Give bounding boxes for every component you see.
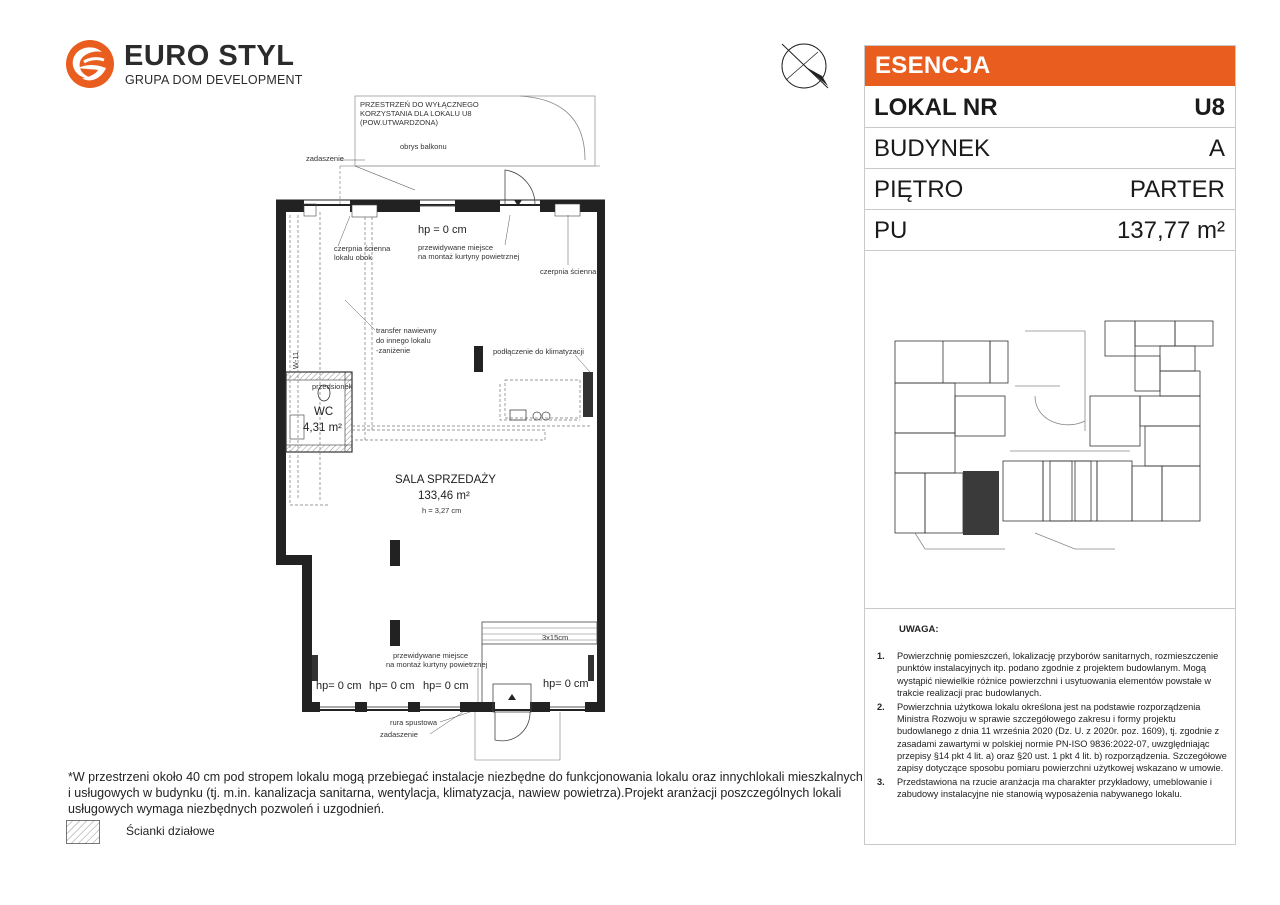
downpipe-label: rura spustowa	[390, 718, 438, 727]
sales-area-label: 133,46 m²	[418, 490, 470, 502]
logo-name: EURO STYL	[124, 40, 295, 72]
hatch-swatch-icon	[66, 820, 100, 844]
hp-bottom-4-label: hp= 0 cm	[543, 678, 589, 690]
exclusive-space-label-2: KORZYSTANIA DLA LOKALU U8	[360, 109, 472, 118]
info-row-unit	[865, 87, 1235, 128]
logo-subtitle: GRUPA DOM DEVELOPMENT	[125, 73, 303, 87]
info-key: PU	[874, 217, 908, 244]
info-row-floor	[865, 169, 1235, 210]
info-key: LOKAL NR	[874, 94, 998, 121]
transfer-label: transfer nawiewny	[376, 326, 437, 335]
transfer-label-3: -zaniżenie	[376, 346, 411, 355]
investment-header	[865, 46, 1235, 86]
note-text: Przedstawiona na rzucie aranżacja ma charakter przykładowy, umeblowanie i zabudowy instalacyjne nie stanowią wyposażenia nabywanego lokalu.	[897, 777, 1212, 800]
wall-intake-label-2: lokalu obok	[334, 253, 372, 262]
wc-area-label: 4,31 m²	[303, 422, 342, 434]
info-row-building	[865, 128, 1235, 169]
exclusive-space-label: PRZESTRZEŃ DO WYŁĄCZNEGO	[360, 100, 479, 109]
hp-bottom-1-label: hp= 0 cm	[316, 680, 362, 692]
investment-name: ESENCJA	[875, 52, 991, 79]
note-text: Powierzchnię pomieszczeń, lokalizację przyborów sanitarnych, rozmieszczenie punktów instalacyjnych itp. podano zgodnie z projektem budowlanym. Mogą wystąpić niewielkie różnice powierzchni i usytuowania elementów powstałe w trakcie realizacji prac budowlanych.	[897, 651, 1219, 698]
vent-side-label: W-11	[291, 351, 301, 370]
sales-height-label: h = 3,27 cm	[422, 506, 462, 515]
hp-bottom-2-label: hp= 0 cm	[369, 680, 415, 692]
hp-bottom-3-label: hp= 0 cm	[423, 680, 469, 692]
note-item	[877, 650, 1227, 699]
note-item	[877, 776, 1227, 800]
balcony-outline-label: obrys balkonu	[400, 142, 447, 151]
note-number: 2.	[877, 702, 885, 713]
air-curtain-bottom-label-2: na montaż kurtyny powietrznej	[386, 660, 488, 669]
info-value: 137,77 m²	[1116, 217, 1225, 244]
panel-divider	[865, 608, 1235, 609]
air-curtain-bottom-label: przewidywane miejsce	[393, 651, 469, 660]
wall-intake-right-label: czerpnia ścienna	[540, 267, 597, 276]
air-curtain-top-label-2: na montaż kurtyny powietrznej	[418, 252, 520, 261]
info-row-area	[865, 210, 1235, 251]
info-value: A	[1208, 135, 1225, 162]
info-key: PIĘTRO	[874, 176, 964, 203]
notes-title: UWAGA:	[899, 624, 939, 635]
installation-footnote: *W przestrzeni około 40 cm pod stropem lokalu mogą przebiegać instalacje niezbędne do funkcjonowania lokalu oraz innychlokali mieszkalnych i usługowych w budynku (tj. m.in. kanalizacja sanitarna, wentylacja, klimatyzacja, nawiew powietrza).Projekt aranżacji poszczególnych lokali usługowych wymaga niezbędnych pozwoleń i uzgodnień.	[68, 770, 863, 816]
unit-info-panel	[864, 45, 1236, 845]
legend-label: Ścianki działowe	[126, 824, 215, 838]
site-key-plan	[885, 301, 1220, 556]
stair-dimension-label: 3x15cm	[542, 633, 569, 642]
wall-intake-label: czerpnia ścienna	[334, 244, 391, 253]
note-number: 3.	[877, 777, 885, 788]
note-item	[877, 701, 1227, 774]
hp-top-label: hp = 0 cm	[418, 224, 467, 236]
canopy-top-label: zadaszenie	[306, 154, 344, 163]
note-text: Powierzchnia użytkowa lokalu określona jest na podstawie rozporządzenia Ministra Rozwoju w sprawie szczegółowego zakresu i formy projektu budowlanego z dnia 11 września 2020 (Dz. U. z 2020r. poz. 1609), tj. zgodnie z zasadami zawartymi w polskiej normie PN-ISO 9836:2022-07, uwzględniając przepisy §14 pkt 4 lit. a) oraz §20 ust. 1 pkt 4 lit. b) rozporządzenia. Szczegółowe zapisy dotyczące sposobu pomiaru powierzchni użytkowej wskazano w umowie.	[897, 702, 1227, 774]
sales-room-label: SALA SPRZEDAŻY	[395, 474, 496, 486]
air-curtain-top-label: przewidywane miejsce	[418, 243, 494, 252]
note-number: 1.	[877, 651, 885, 662]
ac-connection-label: podłączenie do klimatyzacji	[493, 347, 584, 356]
info-key: BUDYNEK	[874, 135, 991, 162]
vestibule-label: przedsionek	[312, 382, 353, 391]
canopy-bottom-label: zadaszenie	[380, 730, 418, 739]
info-value: PARTER	[1129, 176, 1225, 203]
notes-section	[877, 624, 1227, 803]
legend	[66, 818, 366, 846]
wc-name-label: WC	[314, 406, 334, 418]
transfer-label-2: do innego lokalu	[376, 336, 431, 345]
info-value: U8	[1194, 94, 1225, 121]
exclusive-space-label-3: (POW.UTWARDZONA)	[360, 118, 439, 127]
